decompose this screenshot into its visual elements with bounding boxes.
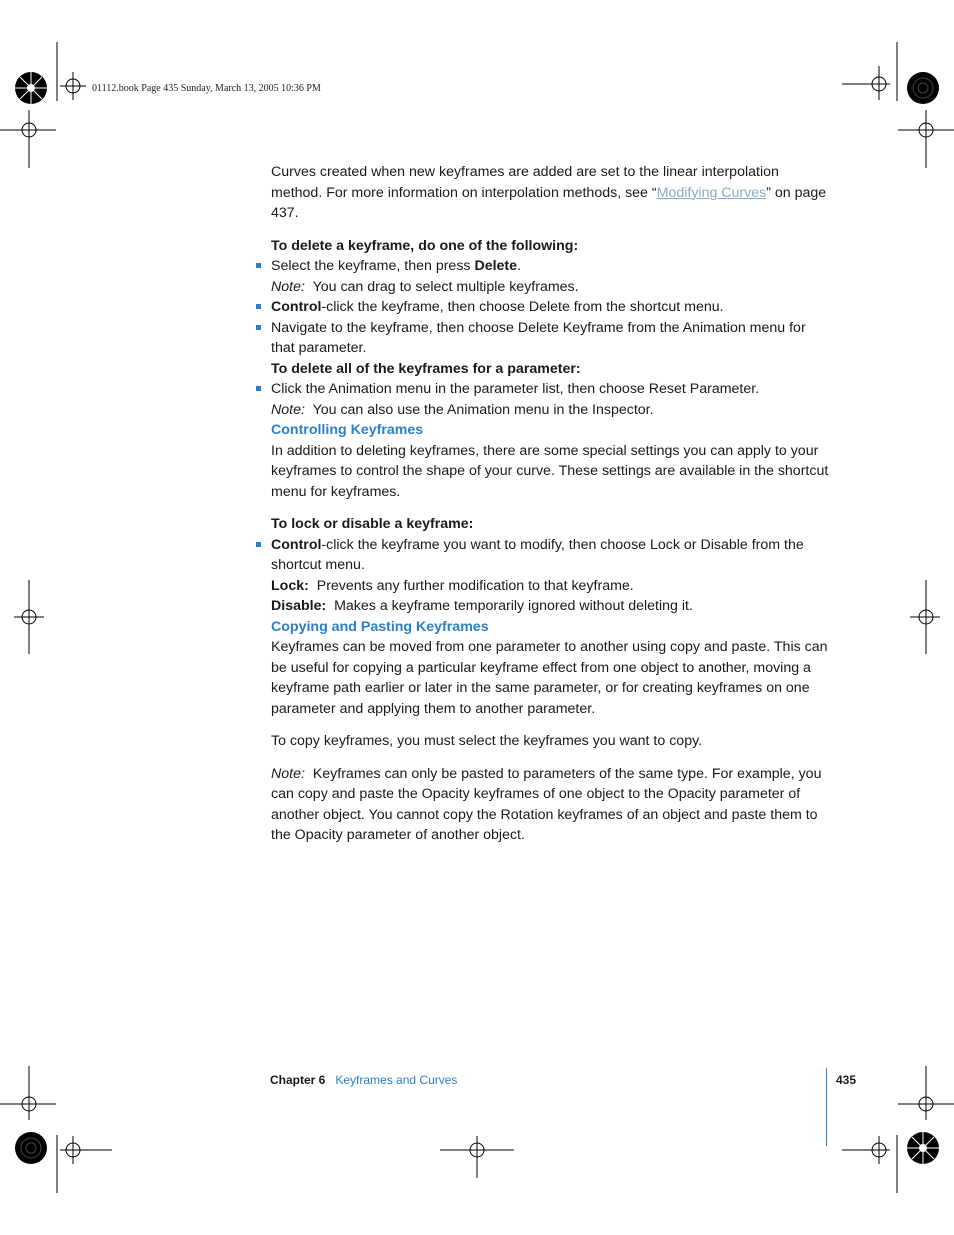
lock-definition [271,576,831,597]
list-item: Navigate to the keyframe, then choose Delete Keyframe from the Animation menu for that parameter. [271,318,831,359]
copying-body-2: To copy keyframes, you must select the keyframes you want to copy. [271,733,703,749]
section-heading-controlling: Controlling Keyframes [271,422,424,438]
bullet-text: Select the keyframe, then press [271,258,475,274]
footer-chapter [270,1073,457,1087]
print-header: 01112.book Page 435 Sunday, March 13, 2005 10:36 PM [92,83,321,94]
chapter-label: Chapter 6 [270,1073,326,1087]
disable-definition [271,596,831,617]
note [271,400,831,421]
target-top-right [907,72,939,104]
footer-divider [826,1068,827,1146]
controlling-body: In addition to deleting keyframes, there are some special settings you can apply to your keyframes to control the shape of your curve. These settings are available in the shortcut menu for keyframes. [271,442,829,500]
starburst-bottom-right [907,1132,939,1164]
intro-text-end: ” on page 437. [271,184,827,221]
crosshair-top-left [60,72,86,100]
note [271,277,831,298]
note-text: You can also use the Animation menu in the Inspector. [312,401,654,418]
list-item: Click the Animation menu in the parameter list, then choose Reset Parameter. [271,379,831,400]
note-label: Note: [271,401,305,418]
note [271,764,831,846]
term-label: Disable: [271,598,327,614]
term-label: Lock: [271,577,309,594]
bullet-text-end: . [517,258,522,274]
term-text: Prevents any further modification to that keyframe. [316,577,634,594]
bullet-text: -click the keyframe you want to modify, then choose Lock or Disable from the shortcut menu. [271,536,804,573]
lock-disable-lead: To lock or disable a keyframe: [271,516,474,532]
intro-paragraph [271,162,831,224]
note-text: Keyframes can only be pasted to parameters of the same type. For example, you can copy and paste the Opacity keyframes of one object to the Opacity parameter of another object. You cannot copy the Rotation keyframes of an object and paste them to the Opacity parameter of another object. [271,765,822,843]
intro-text: Curves created when new keyframes are added are set to the linear interpolation method. For more information on interpolation methods, see “ [271,164,779,201]
modifying-curves-link[interactable]: Modifying Curves [656,184,767,201]
key-name: Control [271,536,322,553]
chapter-title: Keyframes and Curves [335,1073,458,1087]
delete-keyframe-lead: To delete a keyframe, do one of the following: [271,237,579,254]
section-heading-copying: Copying and Pasting Keyframes [271,618,489,635]
list-item [271,256,831,277]
list-item [271,297,831,318]
copying-body: Keyframes can be moved from one parameter to another using copy and paste. This can be useful for copying a particular keyframe effect from one object to another, moving a keyframe path earlier or later in the same parameter, or for creating keyframes on one parameter and applying them to another parameter. [271,639,828,717]
note-label: Note: [271,765,305,782]
target-bottom-left [15,1132,47,1164]
key-name: Control [271,299,322,315]
term-text: Makes a keyframe temporarily ignored without deleting it. [334,598,693,614]
page-number: 435 [836,1073,857,1087]
key-name: Delete [474,258,518,274]
note-text: You can drag to select multiple keyframes. [312,278,579,295]
delete-all-lead: To delete all of the keyframes for a parameter: [271,360,581,377]
list-item [271,535,831,576]
starburst-top-left [15,72,47,104]
page-content [271,162,831,846]
crosshair-top-right [842,66,890,100]
bullet-text: -click the keyframe, then choose Delete from the shortcut menu. [321,299,724,315]
note-label: Note: [271,278,305,295]
